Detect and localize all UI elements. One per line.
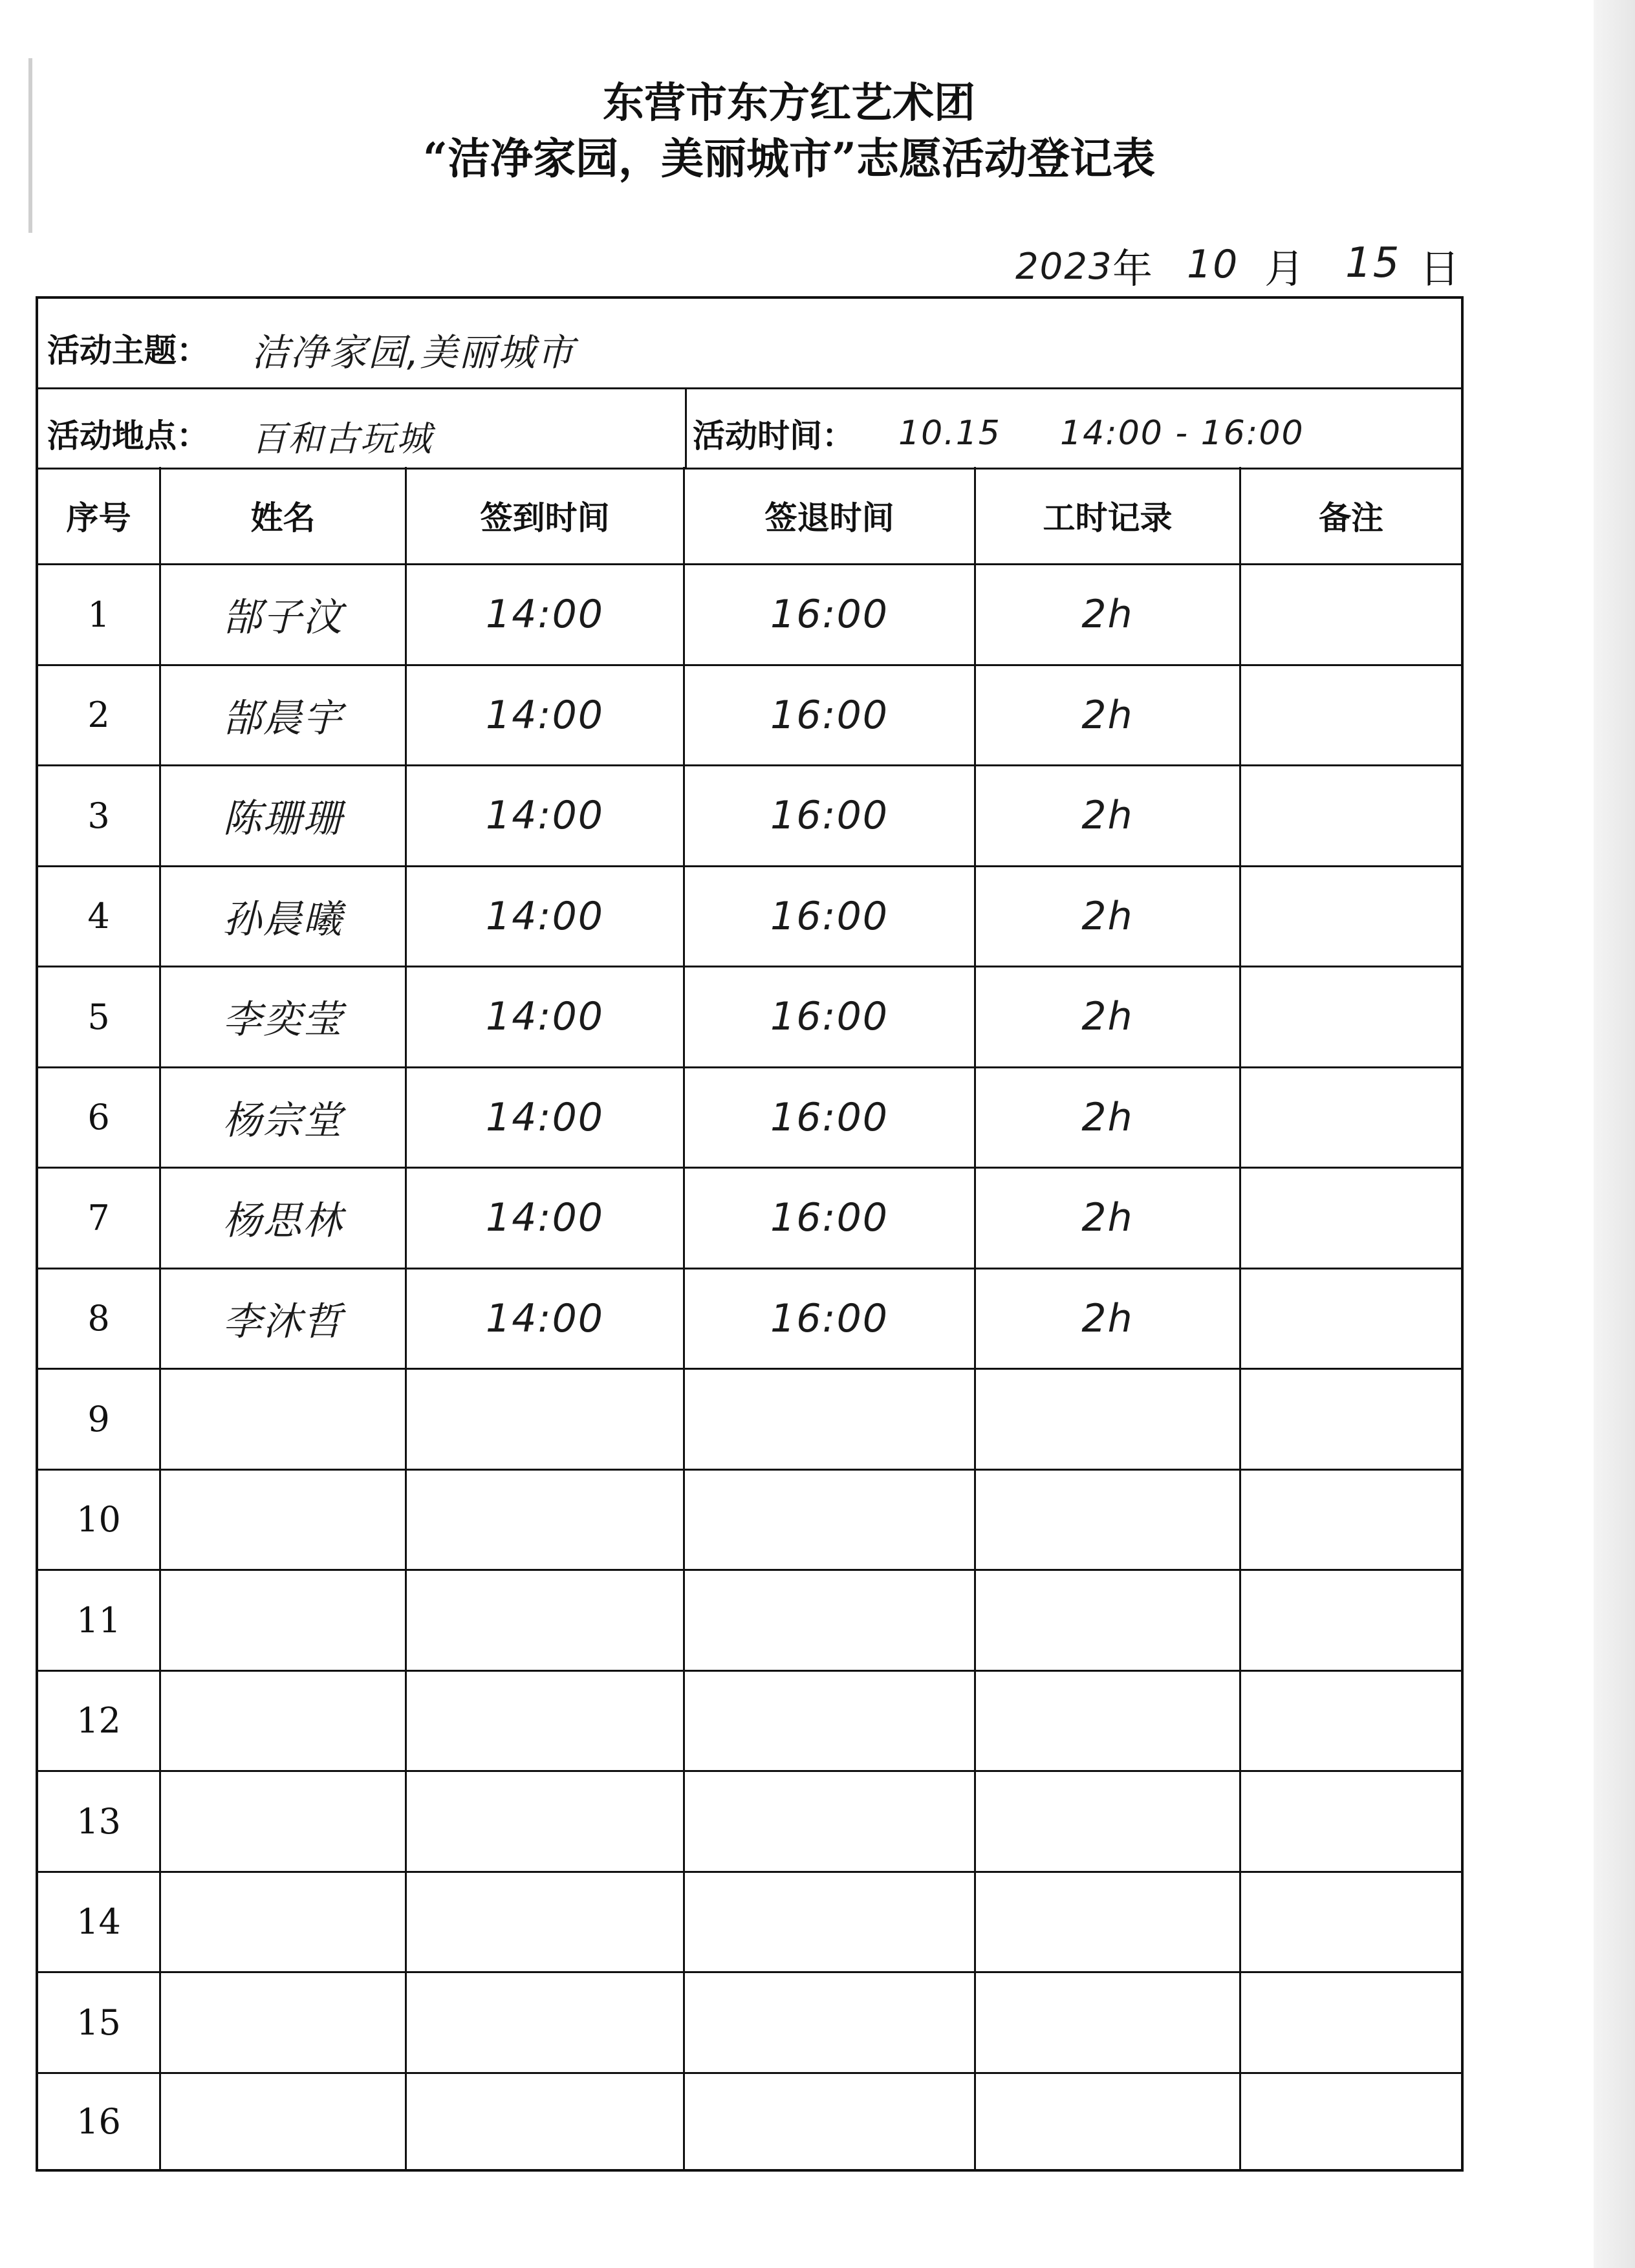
table-cell (1241, 766, 1461, 865)
col-name-cell: 陈珊珊 (222, 796, 343, 842)
col-checkout-cell: 16:00 (770, 692, 889, 738)
table-cell (161, 1973, 407, 2072)
table-cell (1241, 666, 1461, 765)
table-cell (685, 1672, 976, 1771)
col-index-cell: 9 (87, 1398, 110, 1440)
table-cell (1241, 1269, 1461, 1368)
col-checkout-cell: 16:00 (770, 1094, 889, 1140)
header-col-checkout: 签退时间 (764, 498, 894, 537)
org-title: 东营市东方红艺术团 (603, 79, 975, 127)
table-cell (407, 1269, 685, 1368)
place-time-divider (685, 389, 687, 468)
table-cell (685, 766, 976, 865)
table-cell (1241, 1672, 1461, 1771)
table-cell (685, 867, 976, 966)
table-cell (38, 2074, 161, 2170)
date-year: 2023 (1015, 246, 1113, 288)
time-date: 10.15 (898, 414, 1001, 453)
col-checkin-cell: 14:00 (486, 1094, 604, 1140)
table-cell (407, 766, 685, 865)
table-row (38, 565, 1461, 666)
date-day-label: 日 (1420, 245, 1460, 292)
col-hours-cell: 2h (1081, 893, 1134, 939)
table-cell (38, 867, 161, 966)
table-cell (685, 565, 976, 664)
table-cell (976, 1873, 1241, 1972)
table-cell (407, 1068, 685, 1167)
table-cell (161, 1672, 407, 1771)
table-cell (161, 1772, 407, 1871)
table-cell (976, 2074, 1241, 2170)
table-cell (1241, 467, 1461, 563)
col-hours-cell: 2h (1081, 1094, 1134, 1140)
col-index-cell: 1 (87, 594, 110, 635)
table-cell (1241, 1370, 1461, 1469)
page-edge-shadow (1594, 0, 1635, 2268)
col-index-cell: 12 (76, 1700, 121, 1742)
col-hours-cell: 2h (1081, 1295, 1134, 1341)
table-cell (38, 1973, 161, 2072)
table-cell (1241, 1873, 1461, 1972)
table-cell (1241, 2074, 1461, 2170)
table-cell (685, 666, 976, 765)
theme-label: 活动主题： (47, 331, 209, 369)
table-cell (161, 1068, 407, 1167)
table-cell (161, 666, 407, 765)
table-row (38, 666, 1461, 767)
table-cell (38, 1370, 161, 1469)
table-cell (407, 1471, 685, 1570)
table-cell (38, 666, 161, 765)
col-checkin-cell: 14:00 (486, 592, 604, 638)
col-name-cell: 李奕莹 (222, 997, 343, 1043)
table-row (38, 1873, 1461, 1974)
time-range: 14:00 - 16:00 (1060, 414, 1305, 453)
table-cell (1241, 1772, 1461, 1871)
col-checkout-cell: 16:00 (770, 1195, 889, 1241)
table-cell (161, 1873, 407, 1972)
table-cell (976, 1471, 1241, 1570)
table-cell (38, 1873, 161, 1972)
col-checkout-cell: 16:00 (770, 893, 889, 939)
table-cell (685, 1068, 976, 1167)
table-cell (976, 766, 1241, 865)
table-cell (407, 2074, 685, 2170)
table-cell (685, 1772, 976, 1871)
table-cell (976, 1772, 1241, 1871)
col-hours-cell: 2h (1081, 692, 1134, 738)
table-cell (38, 1169, 161, 1268)
table-cell (38, 565, 161, 664)
table-cell (976, 1973, 1241, 2072)
col-index-cell: 3 (87, 795, 110, 836)
col-checkin-cell: 14:00 (486, 1195, 604, 1241)
table-header-row (38, 467, 1461, 565)
col-hours-cell: 2h (1081, 592, 1134, 638)
col-index-cell: 2 (87, 695, 110, 736)
table-cell (407, 467, 685, 563)
table-cell (38, 1571, 161, 1670)
col-index-cell: 6 (87, 1097, 110, 1138)
table-cell (976, 565, 1241, 664)
col-index-cell: 7 (87, 1197, 110, 1238)
table-cell (685, 1169, 976, 1268)
date-year-label: 年 (1112, 245, 1153, 292)
table-row (38, 867, 1461, 968)
table-row (38, 766, 1461, 867)
table-row (38, 967, 1461, 1068)
table-row (38, 1370, 1461, 1471)
table-cell (976, 1269, 1241, 1368)
col-checkin-cell: 14:00 (486, 1295, 604, 1341)
header-col-checkin: 签到时间 (480, 498, 610, 537)
table-cell (685, 1269, 976, 1368)
table-cell (38, 967, 161, 1066)
table-cell (161, 1370, 407, 1469)
date-line (1009, 237, 1462, 295)
table-cell (976, 1571, 1241, 1670)
table-row (38, 1772, 1461, 1873)
table-row (38, 1571, 1461, 1672)
table-cell (161, 1571, 407, 1670)
table-cell (161, 2074, 407, 2170)
table-cell (407, 1772, 685, 1871)
table-cell (976, 967, 1241, 1066)
col-checkin-cell: 14:00 (486, 692, 604, 738)
col-index-cell: 15 (76, 2002, 121, 2043)
table-cell (976, 666, 1241, 765)
date-day: 15 (1345, 239, 1401, 287)
table-cell (1241, 1471, 1461, 1570)
table-row (38, 1269, 1461, 1370)
table-cell (685, 1370, 976, 1469)
table-cell (976, 1169, 1241, 1268)
col-checkout-cell: 16:00 (770, 793, 889, 839)
col-index-cell: 4 (87, 896, 110, 937)
col-name-cell: 李沐哲 (222, 1299, 343, 1345)
header-col-index: 序号 (66, 498, 131, 537)
col-index-cell: 10 (76, 1499, 121, 1540)
table-cell (38, 766, 161, 865)
col-name-cell: 郜子汶 (222, 595, 343, 641)
col-hours-cell: 2h (1081, 793, 1134, 839)
table-cell (161, 867, 407, 966)
col-name-cell: 杨宗堂 (222, 1097, 343, 1143)
date-month-label: 月 (1264, 245, 1305, 292)
table-cell (161, 766, 407, 865)
table-cell (685, 1471, 976, 1570)
table-cell (161, 467, 407, 563)
col-index-cell: 11 (76, 1599, 121, 1641)
registration-form (36, 296, 1464, 2172)
table-cell (976, 1068, 1241, 1167)
table-cell (407, 1672, 685, 1771)
table-cell (1241, 1571, 1461, 1670)
table-row (38, 1068, 1461, 1169)
table-cell (38, 1269, 161, 1368)
col-checkin-cell: 14:00 (486, 793, 604, 839)
table-cell (685, 467, 976, 563)
table-cell (161, 1169, 407, 1268)
table-cell (38, 1471, 161, 1570)
theme-row (38, 299, 1461, 389)
table-cell (976, 1672, 1241, 1771)
table-cell (407, 967, 685, 1066)
table-cell (1241, 1068, 1461, 1167)
table-cell (38, 1672, 161, 1771)
col-index-cell: 16 (76, 2101, 121, 2142)
header-col-name: 姓名 (250, 498, 316, 537)
table-row (38, 1471, 1461, 1571)
col-checkout-cell: 16:00 (770, 592, 889, 638)
table-cell (161, 1269, 407, 1368)
table-cell (161, 1471, 407, 1570)
col-checkout-cell: 16:00 (770, 1295, 889, 1341)
table-cell (407, 867, 685, 966)
date-month: 10 (1187, 242, 1239, 287)
table-cell (976, 867, 1241, 966)
table-cell (407, 565, 685, 664)
place-label: 活动地点： (47, 416, 209, 455)
col-name-cell: 郜晨宇 (222, 695, 343, 741)
col-hours-cell: 2h (1081, 1195, 1134, 1241)
table-cell (976, 467, 1241, 563)
col-index-cell: 5 (87, 996, 110, 1037)
col-index-cell: 8 (87, 1298, 110, 1339)
table-cell (407, 666, 685, 765)
time-label: 活动时间： (693, 416, 854, 455)
table-cell (38, 467, 161, 563)
col-checkin-cell: 14:00 (486, 893, 604, 939)
table-cell (1241, 1169, 1461, 1268)
theme-value: 洁净家园,美丽城市 (252, 330, 576, 374)
table-cell (685, 967, 976, 1066)
table-cell (161, 967, 407, 1066)
table-cell (407, 1873, 685, 1972)
place-time-row (38, 389, 1461, 470)
table-cell (161, 565, 407, 664)
table-row (38, 1169, 1461, 1269)
col-index-cell: 14 (76, 1901, 121, 1943)
table-cell (1241, 967, 1461, 1066)
col-checkin-cell: 14:00 (486, 994, 604, 1040)
col-hours-cell: 2h (1081, 994, 1134, 1040)
place-value: 百和古玩城 (252, 418, 433, 459)
form-title: “洁净家园，美丽城市”志愿活动登记表 (423, 133, 1155, 184)
table-cell (407, 1169, 685, 1268)
table-cell (685, 2074, 976, 2170)
table-cell (38, 1068, 161, 1167)
col-index-cell: 13 (76, 1800, 121, 1842)
col-name-cell: 孙晨曦 (222, 896, 343, 942)
table-cell (407, 1370, 685, 1469)
table-cell (1241, 565, 1461, 664)
table-cell (685, 1973, 976, 2072)
table-cell (38, 1772, 161, 1871)
table-cell (1241, 867, 1461, 966)
table-cell (685, 1571, 976, 1670)
table-row (38, 1672, 1461, 1773)
header-col-hours: 工时记录 (1043, 498, 1173, 537)
table-cell (407, 1571, 685, 1670)
table-cell (976, 1370, 1241, 1469)
col-checkout-cell: 16:00 (770, 994, 889, 1040)
table-row (38, 1973, 1461, 2074)
col-name-cell: 杨思林 (222, 1198, 343, 1244)
table-cell (1241, 1973, 1461, 2072)
table-cell (407, 1973, 685, 2072)
table-row (38, 2074, 1461, 2170)
table-cell (685, 1873, 976, 1972)
header-col-notes: 备注 (1319, 498, 1383, 537)
